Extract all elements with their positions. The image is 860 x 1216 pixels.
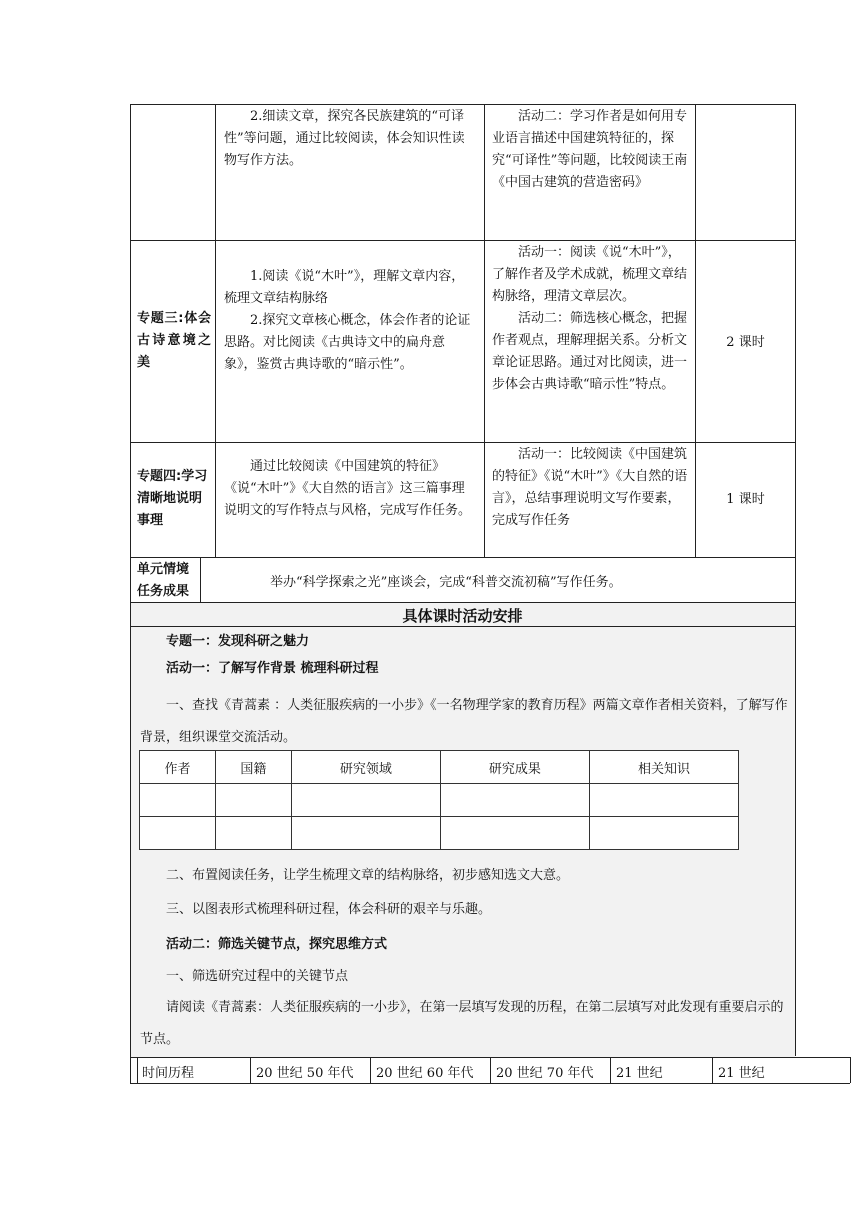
achievement-header: 研究成果 [440, 751, 589, 784]
knowledge-header: 相关知识 [589, 751, 738, 784]
paragraph-5: 请阅读《青蒿素：人类征服疾病的一小步》，在第一层填写发现的历程，在第二层填写对此发现有重要启示的节点。 [140, 1000, 784, 1047]
activity2-title: 活动二：筛选关键节点，探究思维方式 [166, 937, 388, 952]
paragraph-4: 一、筛选研究过程中的关键节点 [166, 969, 349, 984]
timeline-21c-a: 21 世纪 [616, 1066, 663, 1081]
row2-topic: 专题三:体会古诗意境之美 [137, 311, 211, 370]
paragraph-1: 一、查找《青蒿素 ：人类征服疾病的一小步》《一名物理学家的教育历程》两篇文章作者相关资料，了解写作背景，组织课堂交流活动。 [140, 698, 788, 745]
paragraph-3: 三、以图表形式梳理科研过程，体会科研的艰辛与乐趣。 [166, 902, 492, 917]
row1-activity: 活动二：学习作者是如何用专业语言描述中国建筑特征的，探究“可译性”等问题，比较阅读王南《中国古建筑的营造密码》 [492, 109, 688, 190]
row3-hours: 1 课时 [726, 492, 765, 507]
row3-activity: 活动一：比较阅读《中国建筑的特征》《说“木叶”》《大自然的语言》，总结事理说明文写作要素，完成写作任务 [492, 447, 688, 528]
author-header: 作者 [140, 751, 216, 784]
row2-hours: 2 课时 [726, 335, 765, 350]
field-header: 研究领域 [291, 751, 440, 784]
row4-content: 举办“科学探索之光”座谈会，完成“科普交流初稿”写作任务。 [270, 575, 622, 590]
nationality-header: 国籍 [215, 751, 291, 784]
row1-content: 2.细读文章，探究各民族建筑的“可译性”等问题，通过比较阅读，体会知识性读物写作方法。 [224, 109, 465, 168]
paragraph-2: 二、布置阅读任务，让学生梳理文章的结构脉络，初步感知选文大意。 [166, 868, 570, 883]
timeline-label: 时间历程 [142, 1066, 195, 1081]
row2-activity: 活动一：阅读《说“木叶”》，了解作者及学术成就，梳理文章结构脉络，理清文章层次。 活动二：筛选核心概念，把握作者观点，理解理据关系。分析文章论证思路。通过对比阅读，进一步体会古典诗歌“暗示性”特点。 [492, 245, 688, 392]
section-title: 具体课时活动安排 [402, 607, 523, 625]
row4-label: 单元情境任务成果 [137, 562, 190, 599]
row3-content: 通过比较阅读《中国建筑的特征》《说“木叶”》《大自然的语言》这三篇事理说明文的写作特点与风格，完成写作任务。 [224, 459, 472, 518]
row3-topic: 专题四:学习清晰地说明事理 [137, 469, 208, 528]
activity1-title: 活动一：了解写作背景 梳理科研过程 [166, 661, 379, 676]
timeline-1960s: 20 世纪 60 年代 [376, 1066, 474, 1081]
timeline-21c-b: 21 世纪 [718, 1066, 765, 1081]
topic1-title: 专题一：发现科研之魅力 [166, 634, 310, 649]
row2-content: 1.阅读《说“木叶”》，理解文章内容，梳理文章结构脉络 2.探究文章核心概念，体会作者的论证思路。对比阅读《古典诗文中的扁舟意象》，鉴赏古典诗歌的“暗示性”。 [224, 269, 471, 372]
author-table [139, 750, 739, 850]
timeline-1950s: 20 世纪 50 年代 [256, 1066, 354, 1081]
timeline-1970s: 20 世纪 70 年代 [496, 1066, 594, 1081]
